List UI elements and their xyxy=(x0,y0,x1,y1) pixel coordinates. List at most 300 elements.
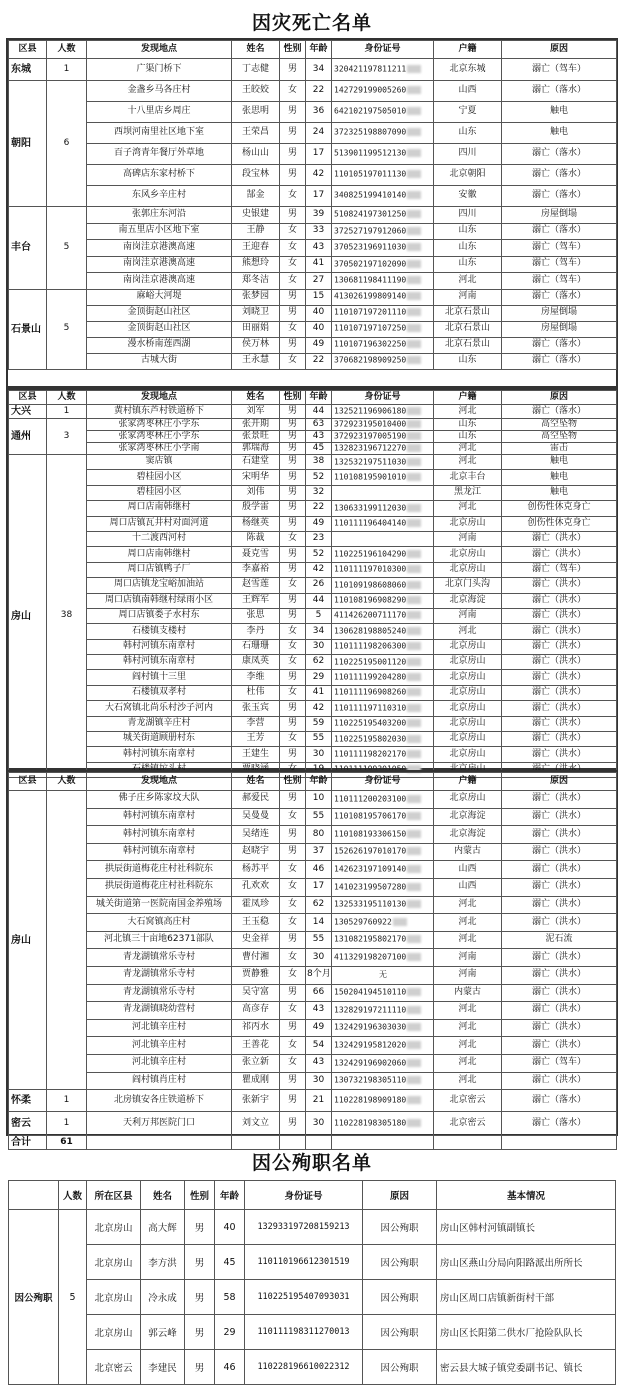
cause-cell: 高空坠物 xyxy=(502,431,617,443)
name-cell: 侯万林 xyxy=(232,337,280,353)
name-cell: 李丹 xyxy=(232,624,280,639)
id-number-cell: 513901199512130 xyxy=(332,144,434,165)
table-row xyxy=(9,949,617,967)
name-cell: 冷永成 xyxy=(141,1280,185,1315)
name-cell: 王永慧 xyxy=(232,353,280,369)
gender-cell: 男 xyxy=(280,593,306,608)
age-cell: 42 xyxy=(306,562,332,577)
column-header: 身份证号 xyxy=(332,41,434,59)
location-cell: 石楼镇双孝村 xyxy=(87,685,232,700)
column-header: 年龄 xyxy=(306,41,332,59)
id-number-cell: 110111200203100 xyxy=(332,791,434,809)
gender-cell: 男 xyxy=(280,485,306,500)
residence-cell: 北京丰台 xyxy=(434,470,502,485)
id-number-cell: 130529760922 xyxy=(332,914,434,932)
residence-cell: 内蒙古 xyxy=(434,984,502,1002)
location-cell: 广渠门桥下 xyxy=(87,59,232,81)
county-cell: 北京房山 xyxy=(87,1210,141,1245)
location-cell: 韩村河镇东南章村 xyxy=(87,843,232,861)
residence-cell: 北京房山 xyxy=(434,747,502,762)
cause-cell: 泥石流 xyxy=(502,931,617,949)
age-cell: 37 xyxy=(306,843,332,861)
age-cell: 59 xyxy=(306,716,332,731)
cause-cell: 触电 xyxy=(502,485,617,500)
residence-cell: 北京房山 xyxy=(434,685,502,700)
name-cell: 杨继英 xyxy=(232,516,280,531)
table-row xyxy=(9,1054,617,1072)
gender-cell: 男 xyxy=(280,843,306,861)
location-cell: 河北镇三十亩地62371部队 xyxy=(87,931,232,949)
residence-cell: 河北 xyxy=(434,931,502,949)
residence-cell: 河北 xyxy=(434,1072,502,1090)
column-header: 人数 xyxy=(59,1181,87,1210)
table-row xyxy=(9,624,617,639)
id-number-cell: 411329198207100 xyxy=(332,949,434,967)
age-cell: 8个月 xyxy=(306,966,332,984)
table-row xyxy=(9,1072,617,1090)
location-cell: 石楼镇坨头村 xyxy=(87,762,232,777)
location-cell: 周口店南韩继村 xyxy=(87,547,232,562)
age-cell: 62 xyxy=(306,896,332,914)
column-header: 身份证号 xyxy=(332,391,434,405)
redacted-mark xyxy=(407,988,421,996)
gender-cell: 女 xyxy=(280,966,306,984)
id-number-cell: 110107196302250 xyxy=(332,337,434,353)
table-row xyxy=(9,896,617,914)
id-number-cell: 152626197010170 xyxy=(332,843,434,861)
gender-cell: 女 xyxy=(280,639,306,654)
residence-cell: 北京石景山 xyxy=(434,305,502,321)
age-cell: 52 xyxy=(306,470,332,485)
table-row xyxy=(9,1350,616,1385)
gender-cell: 女 xyxy=(280,685,306,700)
cause-cell: 溺亡（落水） xyxy=(502,165,617,186)
cause-cell: 房屋倒塌 xyxy=(502,207,617,224)
id-number-cell: 110111196404140 xyxy=(332,516,434,531)
gender-cell: 女 xyxy=(280,186,306,207)
id-number-cell: 110225195001120 xyxy=(332,655,434,670)
gender-cell: 男 xyxy=(280,123,306,144)
gender-cell: 女 xyxy=(280,1037,306,1055)
cause-cell: 溺亡（洪水） xyxy=(502,762,617,777)
redacted-mark xyxy=(407,356,421,364)
residence-cell: 河南 xyxy=(434,966,502,984)
age-cell: 46 xyxy=(306,861,332,879)
redacted-mark xyxy=(407,581,421,589)
id-number-cell: 340825199410140 xyxy=(332,186,434,207)
location-cell: 古城大街 xyxy=(87,353,232,369)
gender-cell: 男 xyxy=(280,701,306,716)
location-cell: 河北镇辛庄村 xyxy=(87,1037,232,1055)
redacted-mark xyxy=(407,432,421,440)
name-cell: 张景旺 xyxy=(232,431,280,443)
gender-cell: 男 xyxy=(280,289,306,305)
cause-cell: 触电 xyxy=(502,455,617,470)
age-cell: 42 xyxy=(306,165,332,186)
name-cell: 康凤英 xyxy=(232,655,280,670)
column-header: 身份证号 xyxy=(332,773,434,791)
name-cell: 王辉军 xyxy=(232,593,280,608)
gender-cell: 男 xyxy=(280,144,306,165)
redacted-mark xyxy=(407,1059,421,1067)
age-cell: 80 xyxy=(306,826,332,844)
table-row xyxy=(9,516,617,531)
redacted-mark xyxy=(407,260,421,268)
gender-cell: 女 xyxy=(280,914,306,932)
redacted-mark xyxy=(407,86,421,94)
cause-cell: 触电 xyxy=(502,123,617,144)
casualty-table-3 xyxy=(8,772,617,1150)
name-cell: 贾晓涵 xyxy=(232,762,280,777)
redacted-mark xyxy=(407,210,421,218)
location-cell: 青龙湖镇常乐寺村 xyxy=(87,949,232,967)
location-cell: 十二渡西河村 xyxy=(87,531,232,546)
name-cell: 李嘉裕 xyxy=(232,562,280,577)
name-cell: 贾静雅 xyxy=(232,966,280,984)
table-row xyxy=(9,305,617,321)
location-cell: 城关街道顾册村东 xyxy=(87,732,232,747)
age-cell: 49 xyxy=(306,516,332,531)
location-cell: 周口店镇龙宝峪加油站 xyxy=(87,578,232,593)
column-header: 年龄 xyxy=(306,773,332,791)
name-cell: 李维 xyxy=(232,670,280,685)
column-header: 性别 xyxy=(280,773,306,791)
redacted-mark xyxy=(407,673,421,681)
name-cell: 霍凤珍 xyxy=(232,896,280,914)
gender-cell: 女 xyxy=(280,808,306,826)
column-header: 发现地点 xyxy=(87,773,232,791)
id-number-cell: 110108193306150 xyxy=(332,826,434,844)
gender-cell: 女 xyxy=(280,732,306,747)
cause-cell: 溺亡（落水） xyxy=(502,353,617,369)
residence-cell: 宁夏 xyxy=(434,102,502,123)
id-number-cell xyxy=(332,485,434,500)
id-number-cell: 110111199301050 xyxy=(332,762,434,777)
cause-cell: 溺亡（洪水） xyxy=(502,531,617,546)
redacted-mark xyxy=(407,658,421,666)
name-cell: 张梦园 xyxy=(232,289,280,305)
redacted-mark xyxy=(407,458,421,466)
name-cell: 石珊珊 xyxy=(232,639,280,654)
name-cell: 李建民 xyxy=(141,1350,185,1385)
name-cell: 李营 xyxy=(232,716,280,731)
location-cell: 张家湾枣林庄小学东 xyxy=(87,419,232,431)
age-cell: 43 xyxy=(306,240,332,257)
cause-cell: 溺亡（驾车） xyxy=(502,59,617,81)
redacted-mark xyxy=(407,883,421,891)
column-header: 姓名 xyxy=(232,773,280,791)
table-row xyxy=(9,826,617,844)
id-number-cell: 141023199507280 xyxy=(332,878,434,896)
table-row xyxy=(9,455,617,470)
age-cell: 29 xyxy=(306,670,332,685)
name-cell: 史银建 xyxy=(232,207,280,224)
location-cell: 拱辰街道梅花庄村社科院东 xyxy=(87,878,232,896)
table-row xyxy=(9,81,617,102)
residence-cell: 河北 xyxy=(434,501,502,516)
id-number-cell: 110111197010300 xyxy=(332,562,434,577)
gender-cell: 男 xyxy=(185,1280,215,1315)
name-cell: 王善花 xyxy=(232,1037,280,1055)
county-cell: 密云 xyxy=(9,1112,47,1136)
table-row xyxy=(9,501,617,516)
name-cell: 祁丙水 xyxy=(232,1019,280,1037)
gender-cell: 男 xyxy=(280,1019,306,1037)
county-cell: 北京密云 xyxy=(87,1350,141,1385)
id-number-cell: 372325198807090 xyxy=(332,123,434,144)
id-number-cell: 110108196908290 xyxy=(332,593,434,608)
name-cell: 杨苏平 xyxy=(232,861,280,879)
location-cell: 周口店镇瓦井村对面河道 xyxy=(87,516,232,531)
location-cell: 青龙湖镇辛庄村 xyxy=(87,716,232,731)
cause-cell: 因公殉职 xyxy=(363,1210,437,1245)
column-header: 身份证号 xyxy=(245,1181,363,1210)
residence-cell: 北京房山 xyxy=(434,562,502,577)
redacted-mark xyxy=(407,1023,421,1031)
id-number-cell: 320421197811211 xyxy=(332,59,434,81)
id-number-cell xyxy=(332,531,434,546)
table-row xyxy=(9,123,617,144)
table-row xyxy=(9,144,617,165)
cause-cell: 溺亡（洪水） xyxy=(502,593,617,608)
gender-cell: 男 xyxy=(280,931,306,949)
gender-cell: 男 xyxy=(280,470,306,485)
name-cell: 张立新 xyxy=(232,1054,280,1072)
location-cell: 金顶街赵山社区 xyxy=(87,321,232,337)
age-cell: 22 xyxy=(306,501,332,516)
details-cell: 房山区长阳第二供水厂抢险队队长 xyxy=(437,1315,616,1350)
redacted-mark xyxy=(407,170,421,178)
name-cell: 赵晓宇 xyxy=(232,843,280,861)
location-cell: 张家湾枣林庄小学南 xyxy=(87,443,232,455)
redacted-mark xyxy=(407,340,421,348)
column-header: 姓名 xyxy=(141,1181,185,1210)
name-cell: 殷学雷 xyxy=(232,501,280,516)
location-cell: 周口店南韩继村 xyxy=(87,501,232,516)
age-cell: 30 xyxy=(306,747,332,762)
gender-cell: 男 xyxy=(280,501,306,516)
location-cell: 韩村河镇东南章村 xyxy=(87,747,232,762)
redacted-mark xyxy=(407,420,421,428)
location-cell: 周口店镇鸭子厂 xyxy=(87,562,232,577)
id-number-cell: 无 xyxy=(332,966,434,984)
redacted-mark xyxy=(407,1119,421,1127)
redacted-mark xyxy=(407,642,421,650)
redacted-mark xyxy=(407,292,421,300)
table-row xyxy=(9,878,617,896)
age-cell: 41 xyxy=(306,685,332,700)
county-cell: 大兴 xyxy=(9,405,47,419)
age-cell: 40 xyxy=(306,305,332,321)
column-header: 基本情况 xyxy=(437,1181,616,1210)
table-row xyxy=(9,914,617,932)
location-cell: 十八里店乡周庄 xyxy=(87,102,232,123)
column-header: 人数 xyxy=(47,391,87,405)
location-cell: 南五里店小区地下室 xyxy=(87,223,232,240)
id-number-cell: 110110196612301519 xyxy=(245,1245,363,1280)
age-cell: 42 xyxy=(306,701,332,716)
age-cell: 66 xyxy=(306,984,332,1002)
table-row xyxy=(9,1245,616,1280)
id-number-cell: 110228196610022312 xyxy=(245,1350,363,1385)
details-cell: 密云县大城子镇党委副书记、镇长 xyxy=(437,1350,616,1385)
residence-cell: 河南 xyxy=(434,608,502,623)
redacted-mark xyxy=(407,719,421,727)
location-cell: 韩村河镇东南章村 xyxy=(87,826,232,844)
count-cell: 1 xyxy=(47,1112,87,1136)
gender-cell: 女 xyxy=(280,1002,306,1020)
id-number-cell: 132933197208159213 xyxy=(245,1210,363,1245)
name-cell: 张思明 xyxy=(232,102,280,123)
gender-cell: 男 xyxy=(185,1245,215,1280)
gender-cell: 女 xyxy=(280,896,306,914)
gender-cell: 男 xyxy=(185,1210,215,1245)
age-cell: 14 xyxy=(306,914,332,932)
id-number-cell: 110111198202170 xyxy=(332,747,434,762)
location-cell: 张郭庄东河沿 xyxy=(87,207,232,224)
table-row xyxy=(9,321,617,337)
id-number-cell: 130633199112030 xyxy=(332,501,434,516)
residence-cell: 山西 xyxy=(434,861,502,879)
name-cell: 陈裁 xyxy=(232,531,280,546)
casualty-table-2 xyxy=(8,390,617,778)
county-cell: 房山 xyxy=(9,791,47,1090)
table-row xyxy=(9,289,617,305)
cause-cell: 溺亡（洪水） xyxy=(502,949,617,967)
residence-cell: 四川 xyxy=(434,207,502,224)
cause-cell: 溺亡（洪水） xyxy=(502,639,617,654)
gender-cell: 女 xyxy=(280,321,306,337)
group-cell: 因公殉职 xyxy=(9,1210,59,1385)
gender-cell: 女 xyxy=(280,624,306,639)
location-cell: 阎村镇十三里 xyxy=(87,670,232,685)
cause-cell: 溺亡（洪水） xyxy=(502,608,617,623)
gender-cell: 女 xyxy=(280,256,306,273)
residence-cell: 山东 xyxy=(434,431,502,443)
id-number-cell: 110111199204280 xyxy=(332,670,434,685)
age-cell: 40 xyxy=(215,1210,245,1245)
location-cell: 南岗洼京港澳高速 xyxy=(87,256,232,273)
table-row xyxy=(9,732,617,747)
age-cell: 39 xyxy=(306,207,332,224)
table-row xyxy=(9,931,617,949)
cause-cell: 溺亡（落水） xyxy=(502,223,617,240)
id-number-cell: 110108195706170 xyxy=(332,808,434,826)
table-row xyxy=(9,578,617,593)
age-cell: 23 xyxy=(306,531,332,546)
residence-cell: 黑龙江 xyxy=(434,485,502,500)
cause-cell: 溺亡（洪水） xyxy=(502,701,617,716)
cause-cell: 因公殉职 xyxy=(363,1315,437,1350)
redacted-mark xyxy=(407,735,421,743)
redacted-mark xyxy=(407,847,421,855)
gender-cell: 女 xyxy=(280,223,306,240)
cause-cell: 溺亡（洪水） xyxy=(502,670,617,685)
name-cell: 杜伟 xyxy=(232,685,280,700)
column-header: 性别 xyxy=(185,1181,215,1210)
name-cell: 赵雪莲 xyxy=(232,578,280,593)
redacted-mark xyxy=(407,565,421,573)
location-cell: 高碑店东家村桥下 xyxy=(87,165,232,186)
gender-cell: 男 xyxy=(280,59,306,81)
residence-cell: 北京东城 xyxy=(434,59,502,81)
residence-cell: 北京朝阳 xyxy=(434,165,502,186)
gender-cell: 女 xyxy=(280,273,306,290)
cause-cell: 溺亡（洪水） xyxy=(502,878,617,896)
count-cell: 1 xyxy=(47,59,87,81)
id-number-cell: 510824197301250 xyxy=(332,207,434,224)
table-row xyxy=(9,353,617,369)
name-cell: 张开期 xyxy=(232,419,280,431)
age-cell: 55 xyxy=(306,931,332,949)
age-cell: 52 xyxy=(306,547,332,562)
cause-cell: 溺亡（落水） xyxy=(502,337,617,353)
cause-cell: 溺亡（洪水） xyxy=(502,1002,617,1020)
name-cell: 段宝林 xyxy=(232,165,280,186)
redacted-mark xyxy=(407,504,421,512)
location-cell: 拱辰街道梅花庄村社科院东 xyxy=(87,861,232,879)
id-number-cell: 132533195110130 xyxy=(332,896,434,914)
column-header: 户籍 xyxy=(434,391,502,405)
id-number-cell: 132429196303030 xyxy=(332,1019,434,1037)
location-cell: 漫水桥南莲西湖 xyxy=(87,337,232,353)
table-row xyxy=(9,59,617,81)
gender-cell: 女 xyxy=(280,81,306,102)
redacted-mark xyxy=(407,444,421,452)
cause-cell: 房屋倒塌 xyxy=(502,305,617,321)
name-cell: 郜金 xyxy=(232,186,280,207)
cause-cell: 溺亡（洪水） xyxy=(502,1019,617,1037)
location-cell: 城关街道第一医院南国金养殖场 xyxy=(87,896,232,914)
id-number-cell: 110225195407093031 xyxy=(245,1280,363,1315)
gender-cell: 男 xyxy=(280,419,306,431)
gender-cell: 男 xyxy=(280,562,306,577)
location-cell: 韩村河镇东南章村 xyxy=(87,639,232,654)
name-cell: 郭云峰 xyxy=(141,1315,185,1350)
location-cell: 南岗洼京港澳高速 xyxy=(87,273,232,290)
cause-cell: 因公殉职 xyxy=(363,1350,437,1385)
location-cell: 黄村镇东芦村铁道桥下 xyxy=(87,405,232,419)
gender-cell: 女 xyxy=(280,531,306,546)
column-header: 所在区县 xyxy=(87,1181,141,1210)
table-row xyxy=(9,608,617,623)
redacted-mark xyxy=(407,935,421,943)
name-cell: 熊想玲 xyxy=(232,256,280,273)
residence-cell: 北京房山 xyxy=(434,547,502,562)
table-row xyxy=(9,966,617,984)
cause-cell: 溺亡（落水） xyxy=(502,144,617,165)
cause-cell: 因公殉职 xyxy=(363,1245,437,1280)
location-cell: 佛子庄乡陈家坟大队 xyxy=(87,791,232,809)
residence-cell: 山东 xyxy=(434,256,502,273)
gender-cell: 女 xyxy=(280,240,306,257)
gender-cell: 男 xyxy=(280,405,306,419)
gender-cell: 男 xyxy=(280,165,306,186)
table-row xyxy=(9,240,617,257)
id-number-cell: 370502197102090 xyxy=(332,256,434,273)
gender-cell: 男 xyxy=(280,102,306,123)
table-row xyxy=(9,843,617,861)
age-cell: 45 xyxy=(215,1245,245,1280)
table-row xyxy=(9,1210,616,1245)
column-header: 区县 xyxy=(9,391,47,405)
age-cell: 36 xyxy=(306,102,332,123)
age-cell: 38 xyxy=(306,455,332,470)
name-cell: 王荣昌 xyxy=(232,123,280,144)
name-cell: 刘伟 xyxy=(232,485,280,500)
id-number-cell: 110111198311270013 xyxy=(245,1315,363,1350)
id-number-cell: 132429195812020 xyxy=(332,1037,434,1055)
